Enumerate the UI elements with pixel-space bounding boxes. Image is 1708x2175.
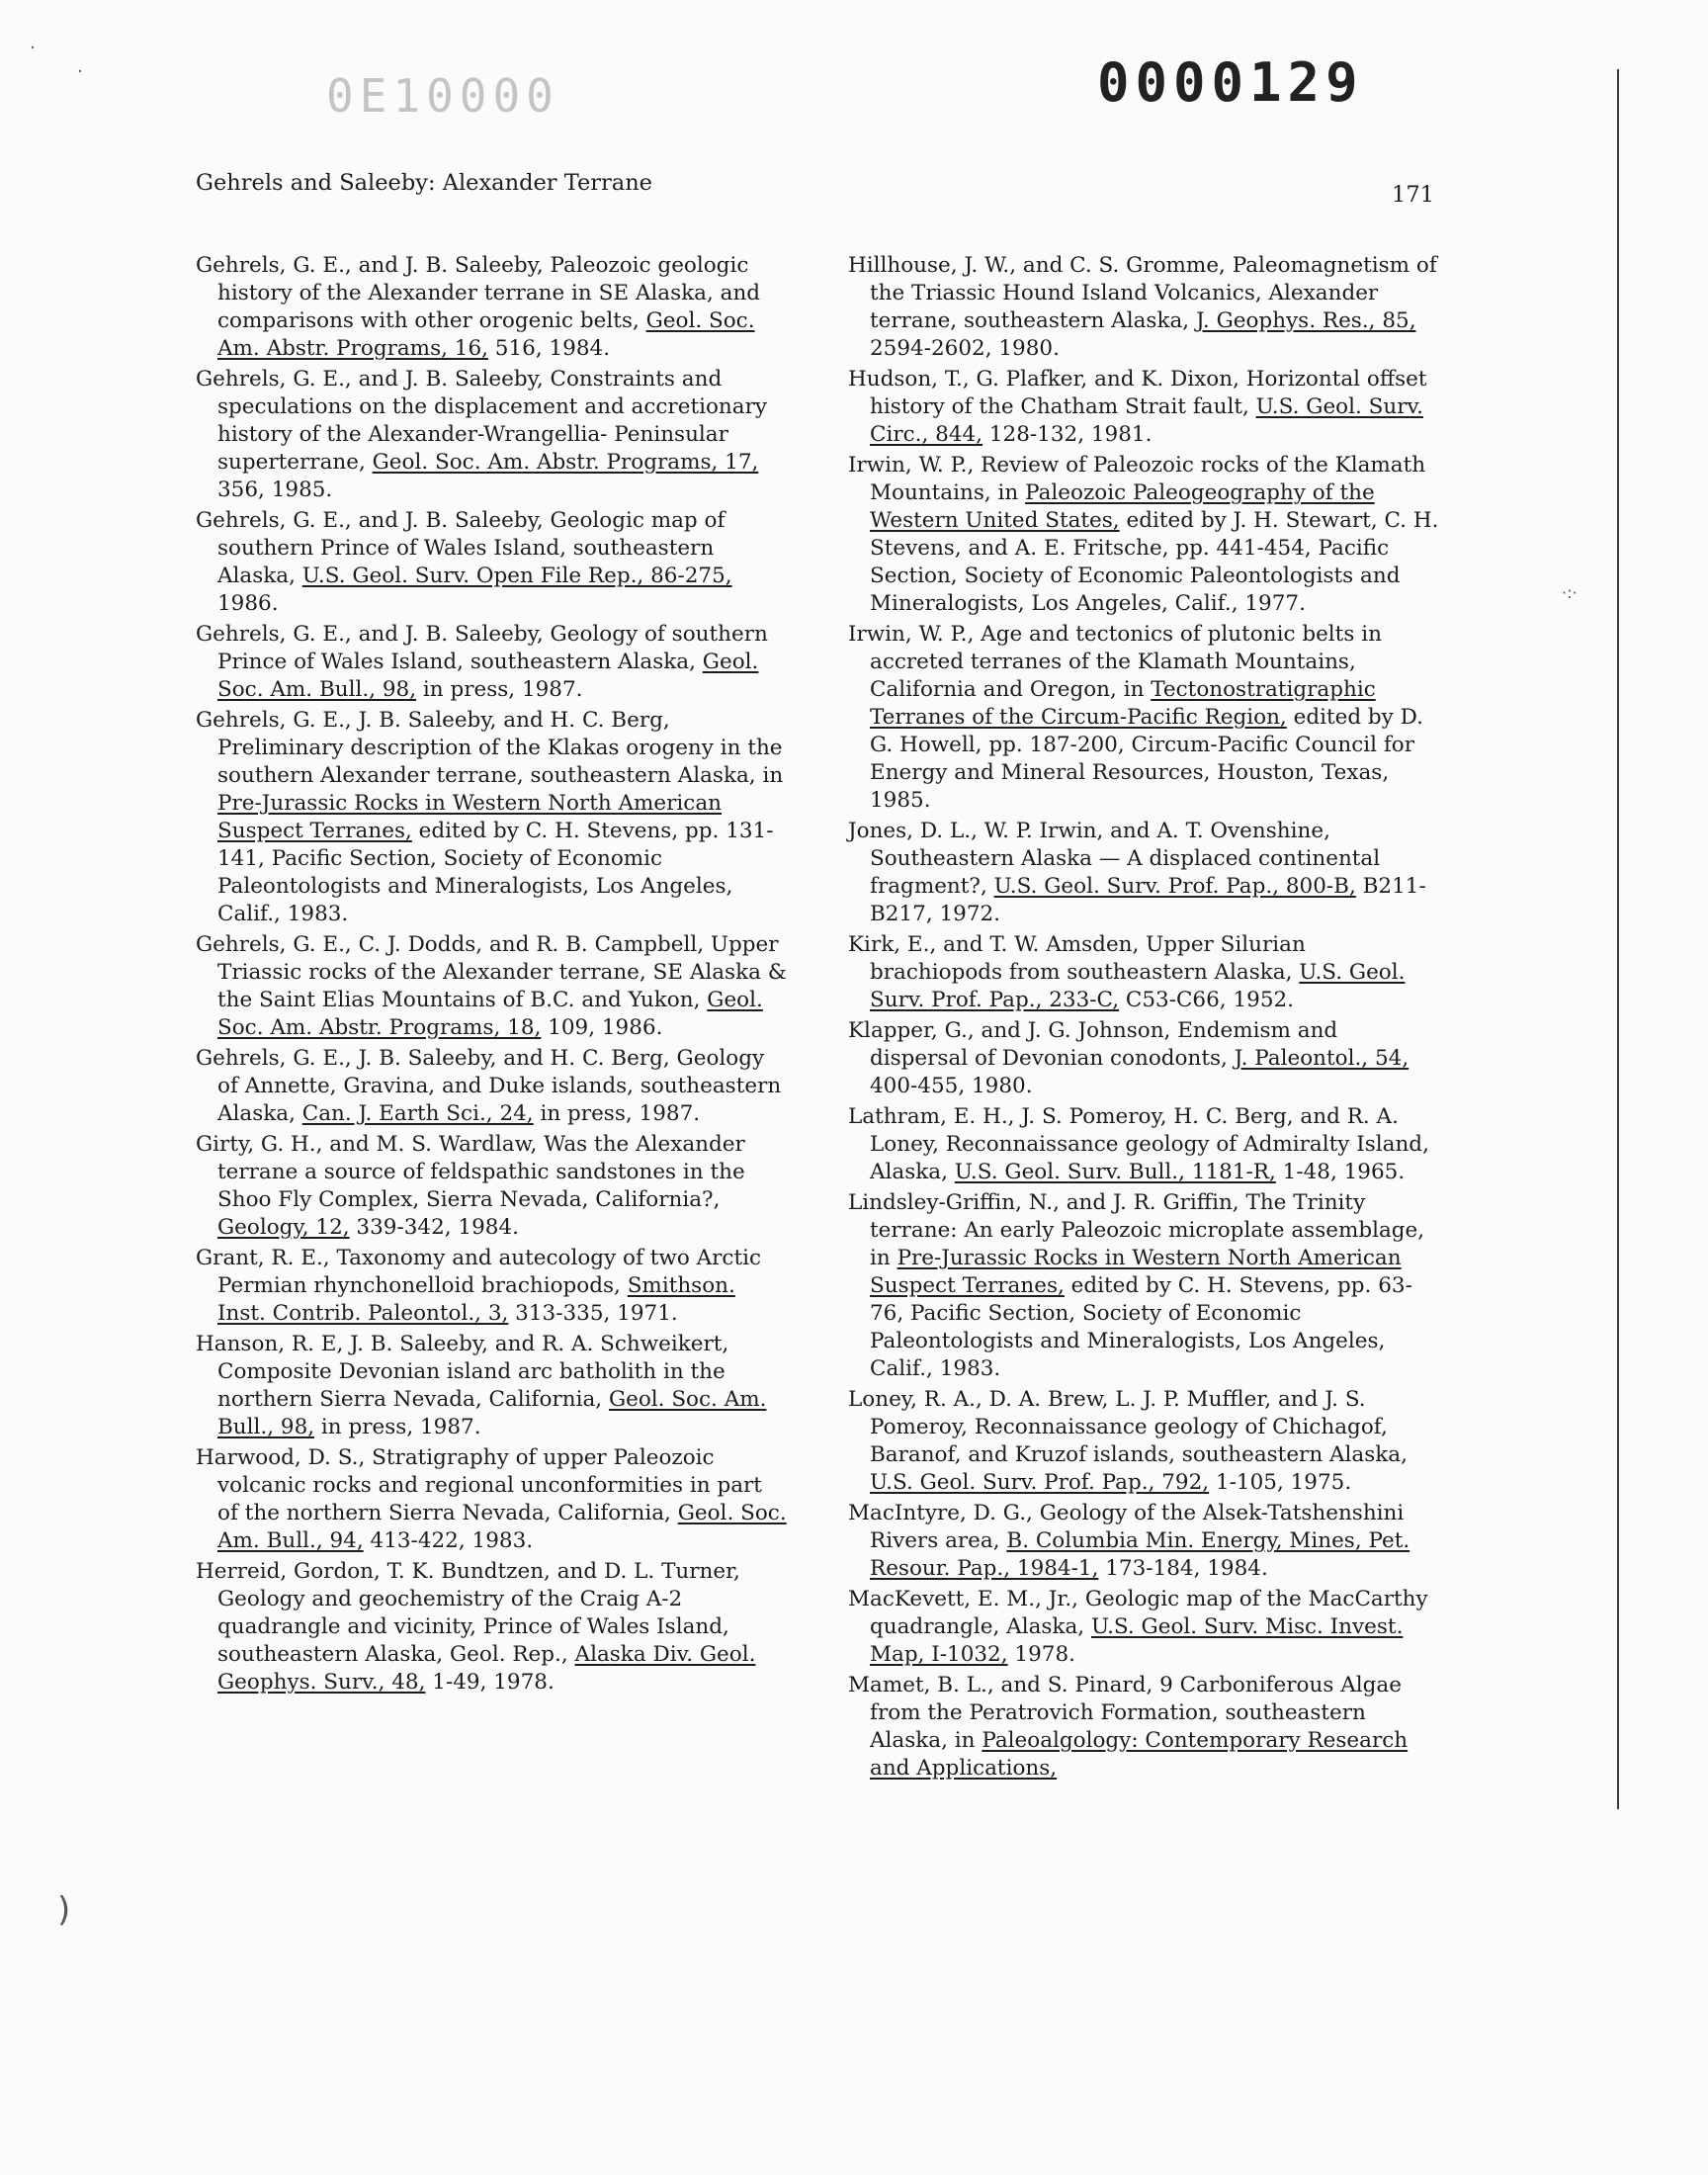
reference-text: 1986. xyxy=(217,591,279,616)
reference-text: edited by C. H. Stevens, pp. 131-141, Pacific Section, Society of Economic Paleontologists and Mineralogists, Los Angeles, Calif., 1983. xyxy=(217,819,774,926)
reference-text: Loney, R. A., D. A. Brew, L. J. P. Muffler, and J. S. Pomeroy, Reconnaissance geology of Chichagof, Baranof, and Kruzof islands, southeastern Alaska, xyxy=(848,1387,1408,1467)
reference-source: U.S. Geol. Surv. Misc. Invest. Map, I-1032, xyxy=(870,1614,1404,1667)
reference-text: Gehrels, G. E., and J. B. Saleeby, Geologic map of southern Prince of Wales Island, southeastern Alaska, xyxy=(196,508,726,588)
reference-text: 2594-2602, 1980. xyxy=(870,336,1060,361)
reference-entry xyxy=(848,1103,1441,1186)
reference-entry xyxy=(848,252,1441,363)
reference-text: MacKevett, E. M., Jr., Geologic map of the MacCarthy quadrangle, Alaska, xyxy=(848,1587,1428,1639)
reference-text: Herreid, Gordon, T. K. Bundtzen, and D. L. Turner, Geology and geochemistry of the Craig A-2 quadrangle and vicinity, Prince of Wales Island, southeastern Alaska, Geol. Rep., xyxy=(196,1559,740,1667)
reference-entry xyxy=(848,1189,1441,1383)
reference-source: Paleozoic Paleogeography of the Western United States, xyxy=(870,480,1375,533)
scan-speck: ·:· xyxy=(1562,583,1578,602)
reference-text: 1-49, 1978. xyxy=(425,1670,555,1695)
reference-text: Jones, D. L., W. P. Irwin, and A. T. Ovenshine, Southeastern Alaska — A displaced continental fragment?, xyxy=(848,819,1381,899)
reference-text: Lathram, E. H., J. S. Pomeroy, H. C. Berg, and R. A. Loney, Reconnaissance geology of Admiralty Island, Alaska, xyxy=(848,1104,1429,1184)
reference-source: U.S. Geol. Surv. Prof. Pap., 792, xyxy=(870,1470,1210,1495)
reference-source: B. Columbia Min. Energy, Mines, Pet. Resour. Pap., 1984-1, xyxy=(870,1528,1410,1581)
reference-source: J. Paleontol., 54, xyxy=(1234,1046,1409,1071)
reference-source: Geol. Soc. Am. Abstr. Programs, 16, xyxy=(217,308,755,361)
reference-text: 356, 1985. xyxy=(217,478,333,502)
reference-text: Klapper, G., and J. G. Johnson, Endemism and dispersal of Devonian conodonts, xyxy=(848,1018,1338,1071)
reference-text: 339-342, 1984. xyxy=(349,1215,519,1240)
reference-entry xyxy=(196,931,789,1042)
reference-text: 128-132, 1981. xyxy=(982,422,1153,447)
reference-text: Gehrels, G. E., J. B. Saleeby, and H. C. Berg, Geology of Annette, Gravina, and Duke islands, southeastern Alaska, xyxy=(196,1046,782,1126)
stamp-right: 0000129 xyxy=(1097,51,1364,114)
reference-source: Pre-Jurassic Rocks in Western North American Suspect Terranes, xyxy=(870,1246,1402,1298)
reference-text: MacIntyre, D. G., Geology of the Alsek-Tatshenshini Rivers area, xyxy=(848,1501,1405,1553)
reference-text: in press, 1987. xyxy=(314,1415,481,1439)
reference-source: Geol. Soc. Am. Bull., 98, xyxy=(217,1387,767,1439)
reference-text: in press, 1987. xyxy=(416,677,583,702)
reference-entry xyxy=(196,366,789,504)
reference-text: Harwood, D. S., Stratigraphy of upper Paleozoic volcanic rocks and regional unconformities in part of the northern Sierra Nevada, California, xyxy=(196,1445,762,1525)
reference-text: Hillhouse, J. W., and C. S. Gromme, Paleomagnetism of the Triassic Hound Island Volcanics, Alexander terrane, southeastern Alaska, xyxy=(848,253,1437,333)
reference-entry xyxy=(848,452,1441,618)
reference-entry xyxy=(196,1558,789,1696)
reference-entry xyxy=(196,507,789,618)
reference-text: Girty, G. H., and M. S. Wardlaw, Was the Alexander terrane a source of feldspathic sandstones in the Shoo Fly Complex, Sierra Nevada, California?, xyxy=(196,1132,745,1212)
reference-entry xyxy=(196,1045,789,1128)
reference-entry xyxy=(196,707,789,928)
reference-entry xyxy=(848,1672,1441,1783)
reference-entry xyxy=(848,1386,1441,1497)
reference-text: Irwin, W. P., Age and tectonics of plutonic belts in accreted terranes of the Klamath Mountains, California and Oregon, in xyxy=(848,622,1382,702)
reference-text: Lindsley-Griffin, N., and J. R. Griffin, The Trinity terrane: An early Paleozoic microplate assemblage, in xyxy=(848,1190,1425,1270)
reference-text: in press, 1987. xyxy=(533,1101,701,1126)
reference-entry xyxy=(848,931,1441,1014)
reference-text: 413-422, 1983. xyxy=(363,1528,534,1553)
reference-text: 109, 1986. xyxy=(541,1015,663,1040)
reference-source: U.S. Geol. Surv. Circ., 844, xyxy=(870,394,1423,447)
references-right-column xyxy=(848,252,1441,1785)
reference-text: 400-455, 1980. xyxy=(870,1074,1033,1098)
reference-text: 1978. xyxy=(1007,1642,1075,1667)
reference-source: Geol. Soc. Am. Bull., 94, xyxy=(217,1501,787,1553)
reference-entry xyxy=(196,252,789,363)
reference-entry xyxy=(196,1131,789,1242)
reference-text: 1-105, 1975. xyxy=(1209,1470,1352,1495)
reference-entry xyxy=(848,1500,1441,1583)
reference-text: B211-B217, 1972. xyxy=(870,874,1426,926)
reference-text: Gehrels, G. E., and J. B. Saleeby, Geology of southern Prince of Wales Island, southeastern Alaska, xyxy=(196,622,768,674)
scan-speck: · xyxy=(77,61,83,82)
reference-text: edited by D. G. Howell, pp. 187-200, Circum-Pacific Council for Energy and Mineral Resources, Houston, Texas, 1985. xyxy=(870,705,1423,813)
reference-source: Geol. Soc. Am. Abstr. Programs, 18, xyxy=(217,988,763,1040)
page-number: 171 xyxy=(1392,182,1434,208)
reference-source: U.S. Geol. Surv. Prof. Pap., 233-C, xyxy=(870,960,1406,1012)
reference-source: Tectonostratigraphic Terranes of the Circum-Pacific Region, xyxy=(870,677,1376,730)
reference-source: Can. J. Earth Sci., 24, xyxy=(301,1101,534,1126)
reference-text: Mamet, B. L., and S. Pinard, 9 Carboniferous Algae from the Peratrovich Formation, southeastern Alaska, in xyxy=(848,1673,1402,1753)
references-left-column xyxy=(196,252,789,1699)
margin-mark: ) xyxy=(57,1890,71,1930)
reference-source: U.S. Geol. Surv. Prof. Pap., 800-B, xyxy=(993,874,1356,899)
reference-entry xyxy=(196,621,789,704)
stamp-left: 0E10000 xyxy=(326,69,559,123)
reference-source: Paleoalgology: Contemporary Research and Applications, xyxy=(870,1728,1409,1781)
reference-source: U.S. Geol. Surv. Open File Rep., 86-275, xyxy=(301,564,732,588)
reference-entry xyxy=(848,818,1441,928)
reference-entry xyxy=(196,1444,789,1555)
running-head: Gehrels and Saleeby: Alexander Terrane xyxy=(196,170,652,196)
reference-text: Hudson, T., G. Plafker, and K. Dixon, Horizontal offset history of the Chatham Strait fault, xyxy=(848,367,1427,419)
reference-text: Irwin, W. P., Review of Paleozoic rocks of the Klamath Mountains, in xyxy=(848,453,1426,505)
reference-entry xyxy=(848,1586,1441,1669)
reference-entry xyxy=(196,1245,789,1328)
reference-entry xyxy=(848,621,1441,815)
scan-edge-line xyxy=(1617,69,1619,1809)
reference-text: 1-48, 1965. xyxy=(1275,1160,1406,1184)
reference-source: J. Geophys. Res., 85, xyxy=(1195,308,1416,333)
reference-source: Geol. Soc. Am. Abstr. Programs, 17, xyxy=(372,450,759,475)
reference-source: Geol. Soc. Am. Bull., 98, xyxy=(217,650,759,702)
reference-text: edited by C. H. Stevens, pp. 63-76, Pacific Section, Society of Economic Paleontologists and Mineralogists, Los Angeles, Calif., 1983. xyxy=(870,1273,1412,1381)
reference-text: edited by J. H. Stewart, C. H. Stevens, and A. E. Fritsche, pp. 441-454, Pacific Section, Society of Economic Paleontologists and Mineralogists, Los Angeles, Calif., 1977. xyxy=(870,508,1439,616)
reference-source: Smithson. Inst. Contrib. Paleontol., 3, xyxy=(217,1273,735,1326)
reference-text: 313-335, 1971. xyxy=(508,1301,678,1326)
reference-text: C53-C66, 1952. xyxy=(1119,988,1295,1012)
reference-text: Kirk, E., and T. W. Amsden, Upper Silurian brachiopods from southeastern Alaska, xyxy=(848,932,1306,985)
reference-source: Geology, 12, xyxy=(217,1215,350,1240)
reference-text: Gehrels, G. E., C. J. Dodds, and R. B. Campbell, Upper Triassic rocks of the Alexander terrane, SE Alaska & the Saint Elias Mountains of B.C. and Yukon, xyxy=(196,932,787,1012)
reference-text: Gehrels, G. E., and J. B. Saleeby, Paleozoic geologic history of the Alexander terrane in SE Alaska, and comparisons with other orogenic belts, xyxy=(196,253,761,333)
reference-text: Hanson, R. E, J. B. Saleeby, and R. A. Schweikert, Composite Devonian island arc batholith in the northern Sierra Nevada, California, xyxy=(196,1332,729,1412)
reference-source: Alaska Div. Geol. Geophys. Surv., 48, xyxy=(217,1642,756,1695)
reference-text: Grant, R. E., Taxonomy and autecology of two Arctic Permian rhynchonelloid brachiopods, xyxy=(196,1246,761,1298)
reference-entry xyxy=(848,366,1441,449)
reference-text: Gehrels, G. E., J. B. Saleeby, and H. C. Berg, Preliminary description of the Klakas orogeny in the southern Alexander terrane, southeastern Alaska, in xyxy=(196,708,784,788)
reference-text: 173-184, 1984. xyxy=(1098,1556,1268,1581)
reference-entry xyxy=(196,1331,789,1441)
reference-text: 516, 1984. xyxy=(487,336,611,361)
reference-source: U.S. Geol. Surv. Bull., 1181-R, xyxy=(954,1160,1276,1184)
reference-text: Gehrels, G. E., and J. B. Saleeby, Constraints and speculations on the displacement and accretionary history of the Alexander-Wrangellia- Peninsular superterrane, xyxy=(196,367,767,475)
scan-speck: · xyxy=(30,38,36,58)
reference-source: Pre-Jurassic Rocks in Western North American Suspect Terranes, xyxy=(217,791,723,843)
reference-entry xyxy=(848,1017,1441,1100)
